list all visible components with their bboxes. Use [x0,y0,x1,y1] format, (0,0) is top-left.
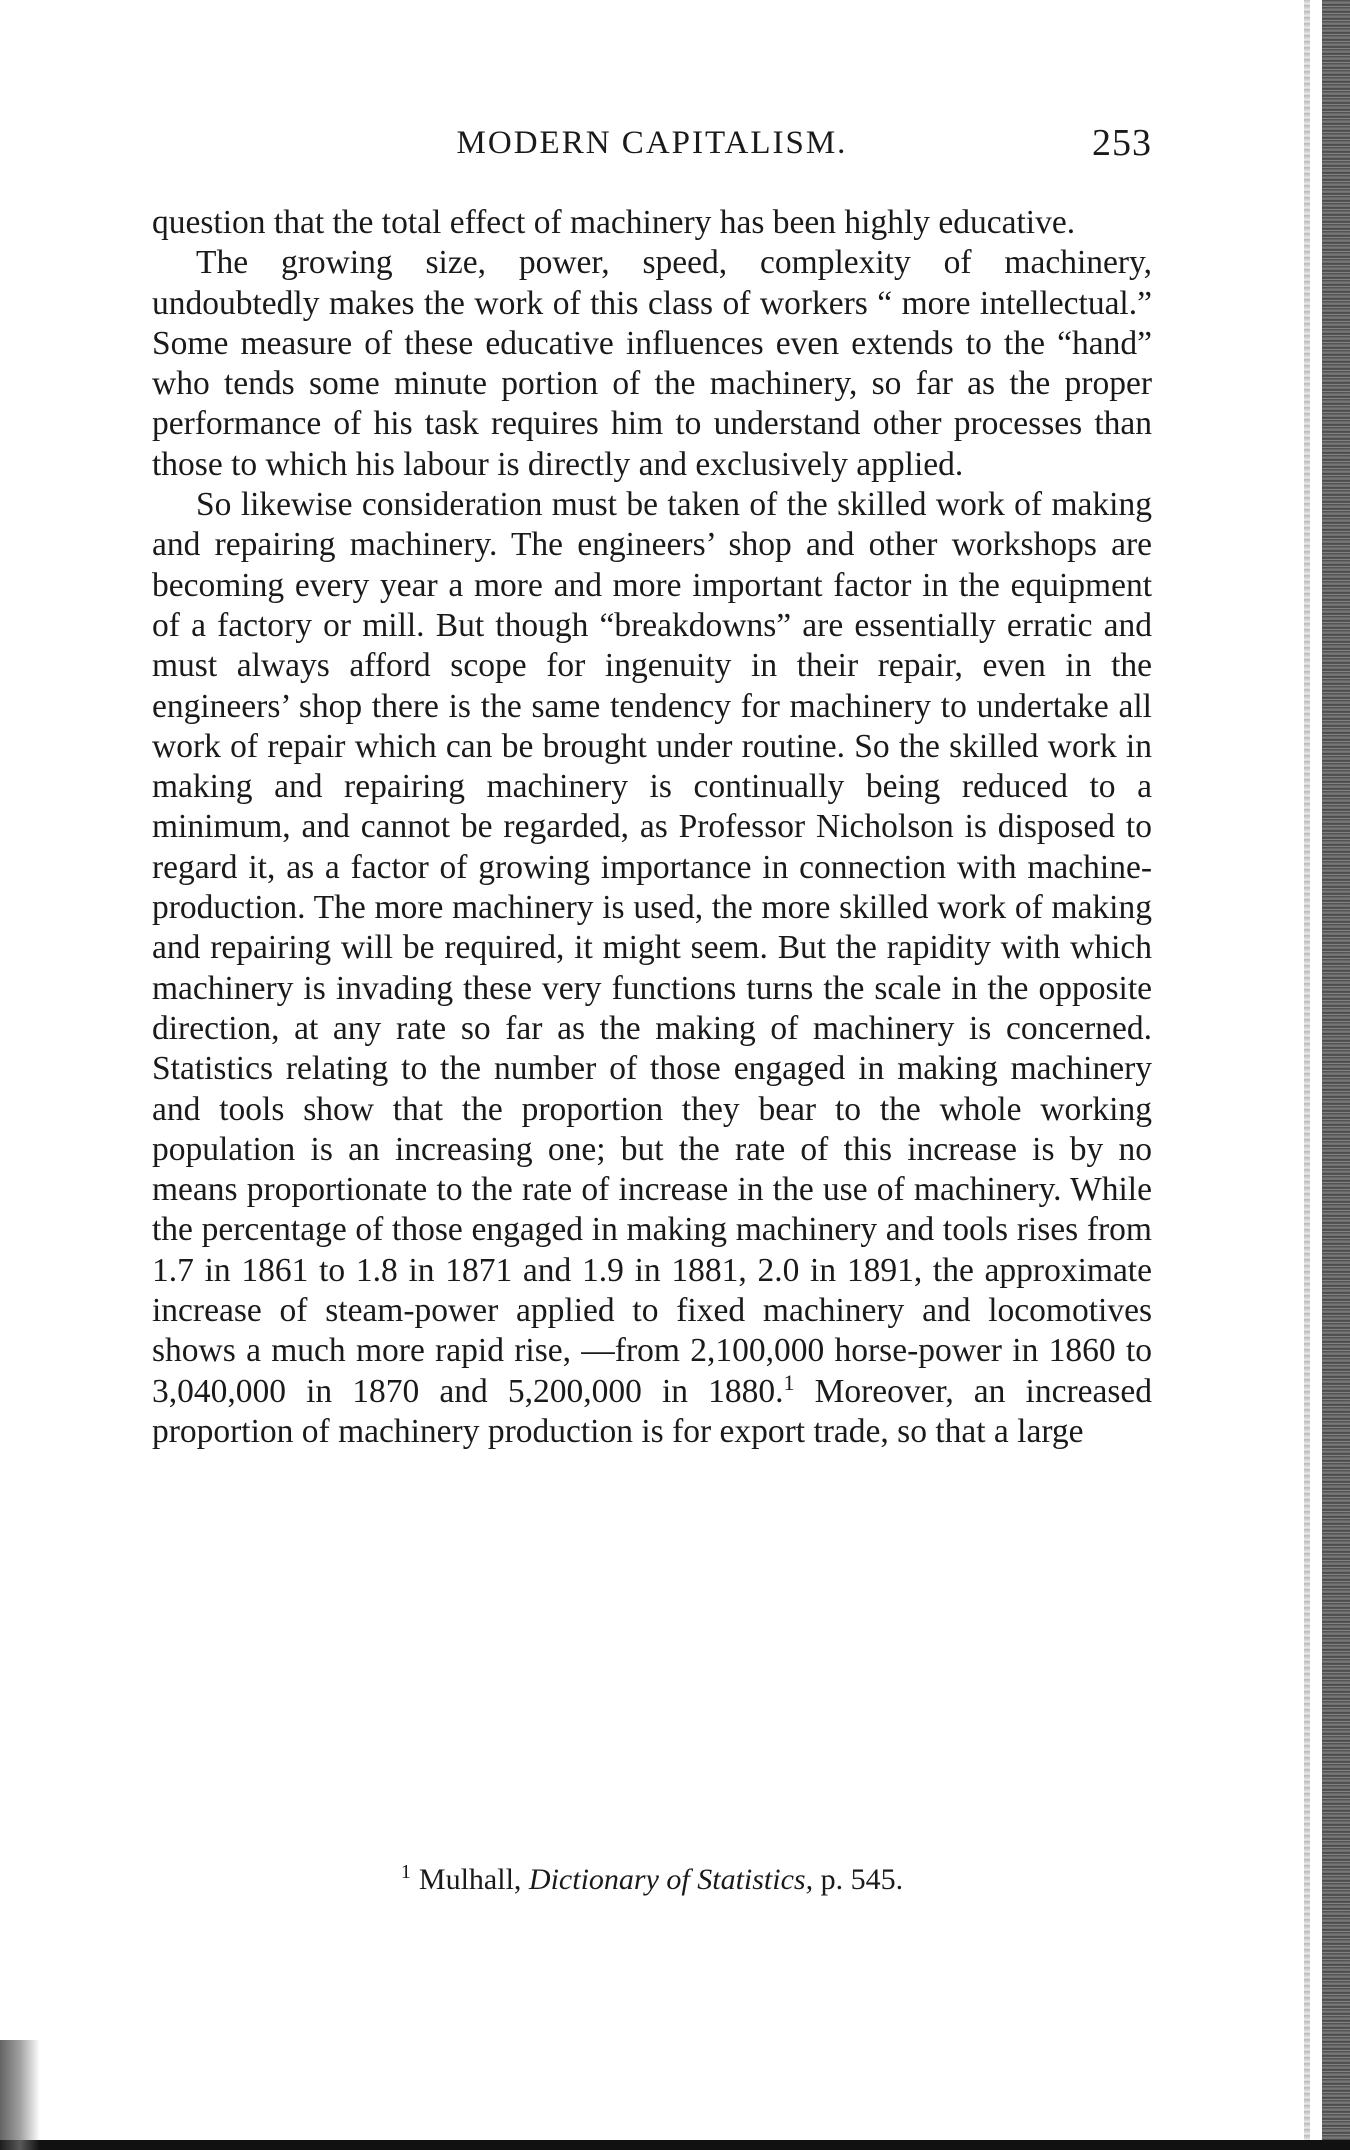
running-head [152,118,1152,168]
paragraph: question that the total effect of machinery has been highly educative. [152,204,1076,241]
paragraph [152,485,1152,1452]
footnote-title: Dictionary of Statistics, [528,1863,814,1896]
scan-edge-binding [1322,0,1350,2150]
footnote-reference: 1 [783,1369,795,1395]
paragraph-text: Moreover, an increased proportion of machinery production is for export trade, so that a large [152,1372,1153,1450]
scan-edge-shadow [1304,0,1310,2150]
scan-edge-bottom [0,2140,1350,2150]
body-text [152,203,1152,1452]
paragraph-text: So likewise consideration must be taken of the skilled work of making and repairing machinery. The engineers’ shop and other workshops are becoming every year a more and more important factor in the equipment of a factory or mill. But though “breakdowns” are essentially erratic and must always afford scope for ingenuity in their repair, even in the engineers’ shop there is the same tendency for machinery to undertake all work of repair which can be brought under routine. So the skilled work in making and repairing machinery is continually being reduced to a minimum, and cannot be regarded, as Professor Nicholson is disposed to regard it, as a factor of growing importance in connection with machine-production. The more machinery is used, the more skilled work of making and repairing will be required, it might seem. But the rapidity with which machinery is invading these very functions turns the scale in the opposite direction, at any rate so far as the making of machinery is concerned. Statistics relating to the number of those engaged in making machinery and tools show that the proportion they bear to the whole working population is an increasing one; but the rate of this increase is by no means proportionate to the rate of increase in the use of machinery. While the percentage of those engaged in making machinery and tools rises from 1.7 in 1861 to 1.8 in 1871 and 1.9 in 1881, 2.0 in 1891, the approximate increase of steam-power applied to fixed machinery and locomotives shows a much more rapid rise, —from 2,100,000 horse-power in 1860 to 3,040,000 in 1870 and 5,200,000 in 1880. [152,486,1152,1410]
footnote-mark: 1 [400,1861,411,1883]
running-title: MODERN CAPITALISM. [456,125,848,161]
scan-corner-artifact [0,2040,40,2150]
footnote-author: Mulhall, [418,1863,522,1896]
footnote-page: p. 545. [820,1863,904,1896]
footnote [152,1860,1152,1900]
paragraph: The growing size, power, speed, complexity of machinery, undoubtedly makes the work of this class of workers “ more intellectual.” Some measure of these educative influences even extends to the “hand” who tends some minute portion of the machinery, so far as the proper performance of his task requires him to understand other processes than those to which his labour is directly and exclusively applied. [152,244,1152,483]
page-number: 253 [1092,122,1152,164]
